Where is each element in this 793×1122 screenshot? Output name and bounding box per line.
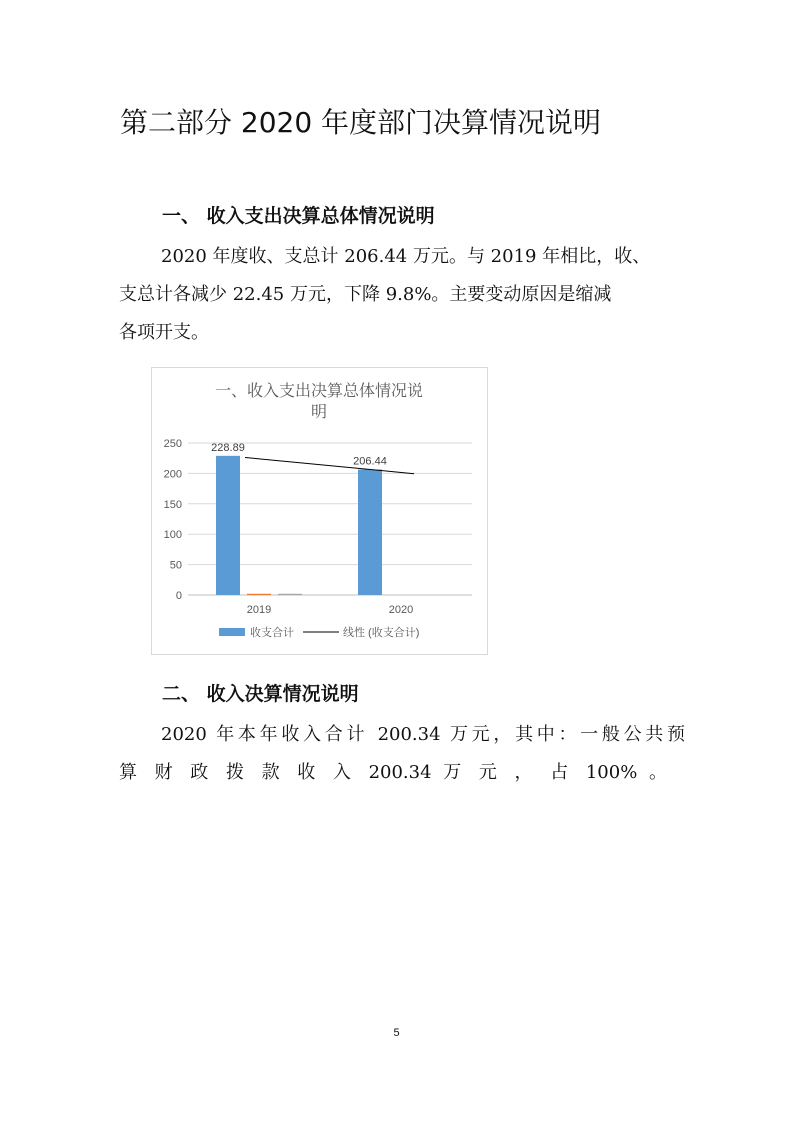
y-tick-label: 150 [163,498,182,511]
y-tick-label: 0 [175,590,182,602]
paragraph-line: 算 财 政 拨 款 收 入 200.34 万 元 ， 占 100% 。 [119,762,667,783]
data-label: 228.89 [211,441,245,454]
chart-title: 明 [310,404,328,421]
chart-canvas [152,368,487,654]
section-overview-paragraph [119,238,685,352]
paragraph-line: 2020 年本年收入合计 200.34 万元，其中：一般公共预 [161,724,685,745]
overview-chart [151,367,488,655]
y-tick-label: 200 [163,468,182,481]
paragraph-line: 各项开支。 [119,322,209,343]
page-number: 5 [393,1027,400,1039]
paragraph-line: 2020 年度收、支总计 206.44 万元。与 2019 年相比，收、 [161,246,651,267]
y-tick-label: 250 [163,438,182,450]
data-label: 206.44 [353,455,387,468]
bar [247,594,271,595]
y-tick-label: 50 [169,559,182,572]
bar [216,456,240,595]
trendline [245,457,414,473]
section-heading-revenue: 二、 收入决算情况说明 [162,683,359,705]
bar [278,594,302,595]
section-revenue-paragraph [119,716,685,792]
x-tick-label: 2019 [246,604,272,616]
document-title: 第二部分 2020 年度部门决算情况说明 [120,106,602,139]
legend-label: 线性 (收支合计) [343,627,420,639]
legend-label: 收支合计 [250,627,294,639]
y-tick-label: 100 [163,529,182,542]
bar [358,469,382,595]
x-tick-label: 2020 [388,604,414,616]
paragraph-line: 支总计各减少 22.45 万元，下降 9.8%。主要变动原因是缩减 [119,284,612,305]
section-heading-overview: 一、 收入支出决算总体情况说明 [162,205,435,227]
legend-swatch [219,628,245,636]
chart-title: 一、收入支出决算总体情况说 [214,383,424,400]
